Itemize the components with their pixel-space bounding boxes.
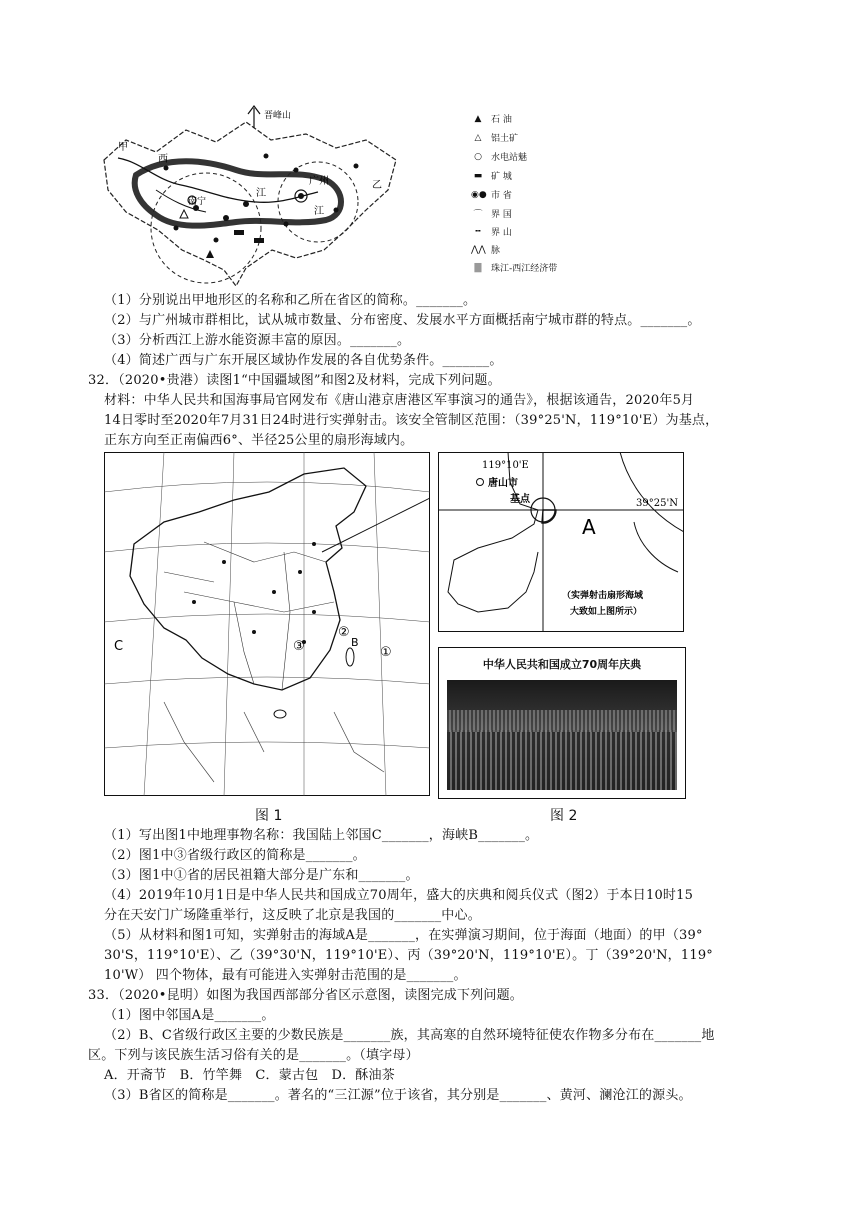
q31-sub3: （3）分析西江上游水能资源丰富的原因。_______。: [104, 333, 411, 348]
inset-lon-label: 119°10'E: [482, 460, 529, 471]
q31-sub2: （2）与广州城市群相比，试从城市数量、分布密度、发展水平方面概括南宁城市群的特点。_______。: [104, 313, 701, 328]
zone-icon: ▇: [474, 262, 482, 273]
q32-material-3: 正东方向至正南偏西6°、半径25公里的扇形海域内。: [104, 433, 414, 448]
legend-row: ◉● 市 省: [471, 189, 512, 201]
q32-sub2: （2）图1中③省级行政区的简称是_______。: [104, 848, 366, 863]
q33-sub3: （3）B省区的简称是_______。著名的“三江源”位于该省，其分别是_______、黄河、澜沧江的源头。: [104, 1088, 692, 1103]
marker-b: B: [351, 636, 359, 649]
marker-3: ③: [293, 639, 305, 654]
legend-row: ○ 水电站魅: [471, 150, 527, 163]
inset-note-1: （实弹射击扇形海域: [562, 591, 644, 601]
nanning-label: 南宁: [188, 197, 207, 207]
marker-1: ①: [380, 645, 392, 660]
jiang-label-1: 江: [256, 188, 266, 199]
triangle-filled-icon: ▲: [474, 113, 482, 124]
guangzhou-label: 广州: [309, 176, 329, 187]
legend-row: △ 铝土矿: [471, 131, 518, 144]
q33-sub2a: （2）B、C省级行政区主要的少数民族是_______族，其高寒的自然环境特征使农作物多分布在_______地: [104, 1028, 715, 1043]
province-border-icon: ╍: [475, 226, 481, 237]
mine-icon: ▬: [473, 170, 483, 181]
jia-label: 甲: [118, 142, 128, 153]
q33-sub2b: 区。下列与该民族生活习俗有关的是_______。（填字母）: [88, 1048, 419, 1063]
fig2-caption: 图 2: [550, 808, 578, 824]
parade-image: [447, 680, 677, 790]
q32-material-2: 14日零时至2020年7月31日24时进行实弹射击。该安全管制区范围：（39°25'N，119°10'E）为基点，: [104, 413, 719, 428]
inset-note-2: 大致如上图所示）: [570, 607, 643, 617]
pearl-river-map-svg: [96, 100, 416, 290]
q33-options: A．开斋节 B．竹竿舞 C．蒙古包 D．酥油茶: [104, 1068, 395, 1083]
q32-sub5b: 30'S，119°10'E）、乙（39°30'N，119°10'E）、丙（39°20'N，119°10'E）。丁（39°20'N，119°: [104, 948, 713, 963]
q33-title: 33．（2020•昆明）如图为我国西部部分省区示意图，读图完成下列问题。: [88, 988, 523, 1003]
inset-city-label: 唐山市: [488, 478, 518, 489]
jiang-label-2: 江: [314, 206, 324, 217]
q32-sub5c: 10'W） 四个物体，最有可能进入实弹射击范围的是_______。: [104, 968, 467, 983]
legend-row: ▲ 石 油: [471, 112, 512, 125]
mountain-icon: ⋀⋀: [471, 244, 486, 255]
yi-label: 乙: [372, 180, 382, 191]
q32-title: 32．（2020•贵港）读图1“中国疆域图”和图2及材料，完成下列问题。: [88, 373, 501, 388]
inset-lat-label: 39°25'N: [636, 498, 678, 509]
china-territory-map: [104, 452, 430, 796]
legend-row: ⌒ 界 国: [471, 207, 512, 220]
q31-sub4: （4）简述广西与广东开展区域协作发展的各自优势条件。_______。: [104, 353, 503, 368]
q32-sub3: （3）图1中①省的居民祖籍大部分是广东和_______。: [104, 868, 419, 883]
marker-c: C: [114, 639, 124, 654]
q32-sub4b: 分在天安门广场隆重举行，这反映了北京是我国的_______中心。: [104, 908, 481, 923]
fig1-caption: 图 1: [255, 808, 283, 824]
legend-row: ⋀⋀ 脉: [471, 244, 501, 256]
xi-label: 西: [158, 154, 168, 165]
inset-area-a: A: [582, 515, 596, 539]
q33-sub1: （1）图中邻国A是_______。: [104, 1008, 275, 1023]
q32-material-1: 材料：中华人民共和国海事局官网发布《唐山港京唐港区军事演习的通告》，根据该通告，2020年5月: [104, 393, 695, 408]
legend-row: ▬ 矿 城: [471, 169, 512, 182]
legend-row: ╍ 界 山: [471, 225, 512, 238]
triangle-outline-icon: △: [474, 132, 482, 143]
border-icon: ⌒: [473, 210, 483, 220]
tangshan-inset-svg: [438, 452, 684, 632]
anniversary-photo-title: 中华人民共和国成立70周年庆典: [482, 658, 642, 671]
q31-sub1: （1）分别说出甲地形区的名称和乙所在省区的简称。_______。: [104, 293, 477, 308]
anniversary-photo: [438, 647, 686, 799]
mountain-label: 晋峰山: [264, 111, 292, 121]
capital-icon: ◉●: [471, 189, 487, 200]
circle-outline-icon: ○: [474, 151, 482, 162]
q32-sub1: （1）写出图1中地理事物名称：我国陆上邻国C_______，海峡B_______。: [104, 828, 539, 843]
tangshan-inset-map: [438, 452, 684, 632]
china-territory-map-svg: [104, 452, 430, 796]
inset-base-label: 基点: [510, 494, 530, 505]
pearl-river-map: [96, 100, 416, 290]
legend-row: ▇ 珠江-西江经济带: [471, 261, 557, 274]
q32-sub4a: （4）2019年10月1日是中华人民共和国成立70周年，盛大的庆典和阅兵仪式（图2）于本日10时15: [104, 888, 694, 903]
marker-2: ②: [338, 625, 350, 640]
q32-sub5a: （5）从材料和图1可知，实弹射击的海域A是_______，在实弹演习期间，位于海面（地面）的甲（39°: [104, 928, 703, 943]
